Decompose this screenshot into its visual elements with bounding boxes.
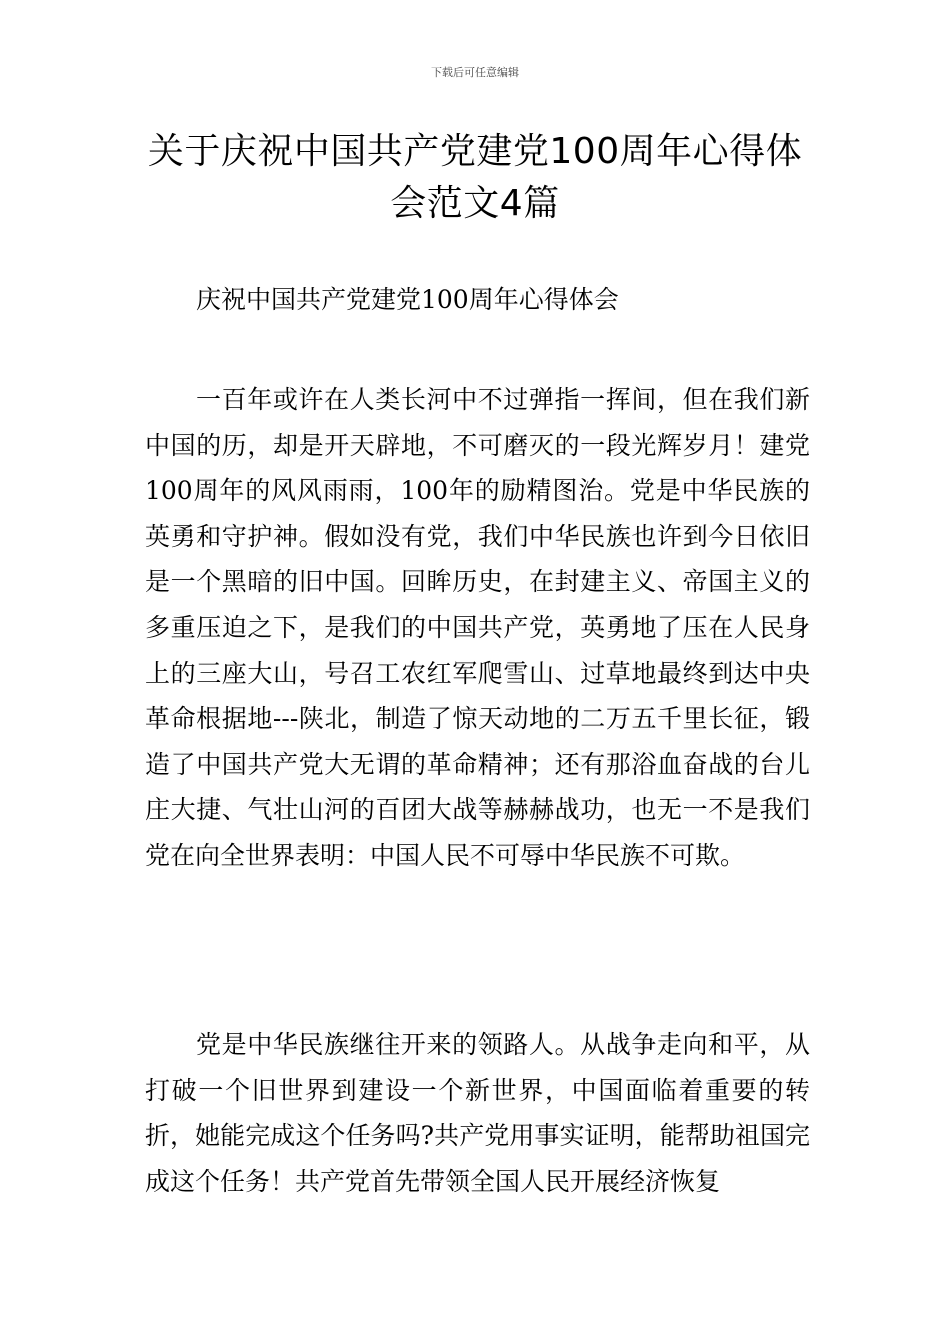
header-note: 下载后可任意编辑 [431,66,519,79]
document-title: 关于庆祝中国共产党建党100周年心得体会范文4篇 [147,131,803,224]
body-paragraph-1: 一百年或许在人类长河中不过弹指一挥间，但在我们新中国的历，却是开天辟地，不可磨灭的一段光辉岁月！建党100周年的风风雨雨，100年的励精图治。党是中华民族的英勇和守护神。假如没有党，我们中华民族也许到今日依旧是一个黑暗的旧中国。回眸历史，在封建主义、帝国主义的多重压迫之下，是我们的中国共产党，英勇地了压在人民身上的三座大山，号召工农红军爬雪山、过草地最终到达中央革命根据地---陕北，制造了惊天动地的二万五千里长征，锻造了中国共产党大无谓的革命精神；还有那浴血奋战的台儿庄大捷、气壮山河的百团大战等赫赫战功，也无一不是我们党在向全世界表明：中国人民不可辱中华民族不可欺。 [145,385,810,870]
section-subtitle: 庆祝中国共产党建党100周年心得体会 [196,285,619,314]
body-paragraph-2: 党是中华民族继往开来的领路人。从战争走向和平，从打破一个旧世界到建设一个新世界，中国面临着重要的转折，她能完成这个任务吗?共产党用事实证明，能帮助祖国完成这个任务！共产党首先带领全国人民开展经济恢复 [145,1030,810,1196]
